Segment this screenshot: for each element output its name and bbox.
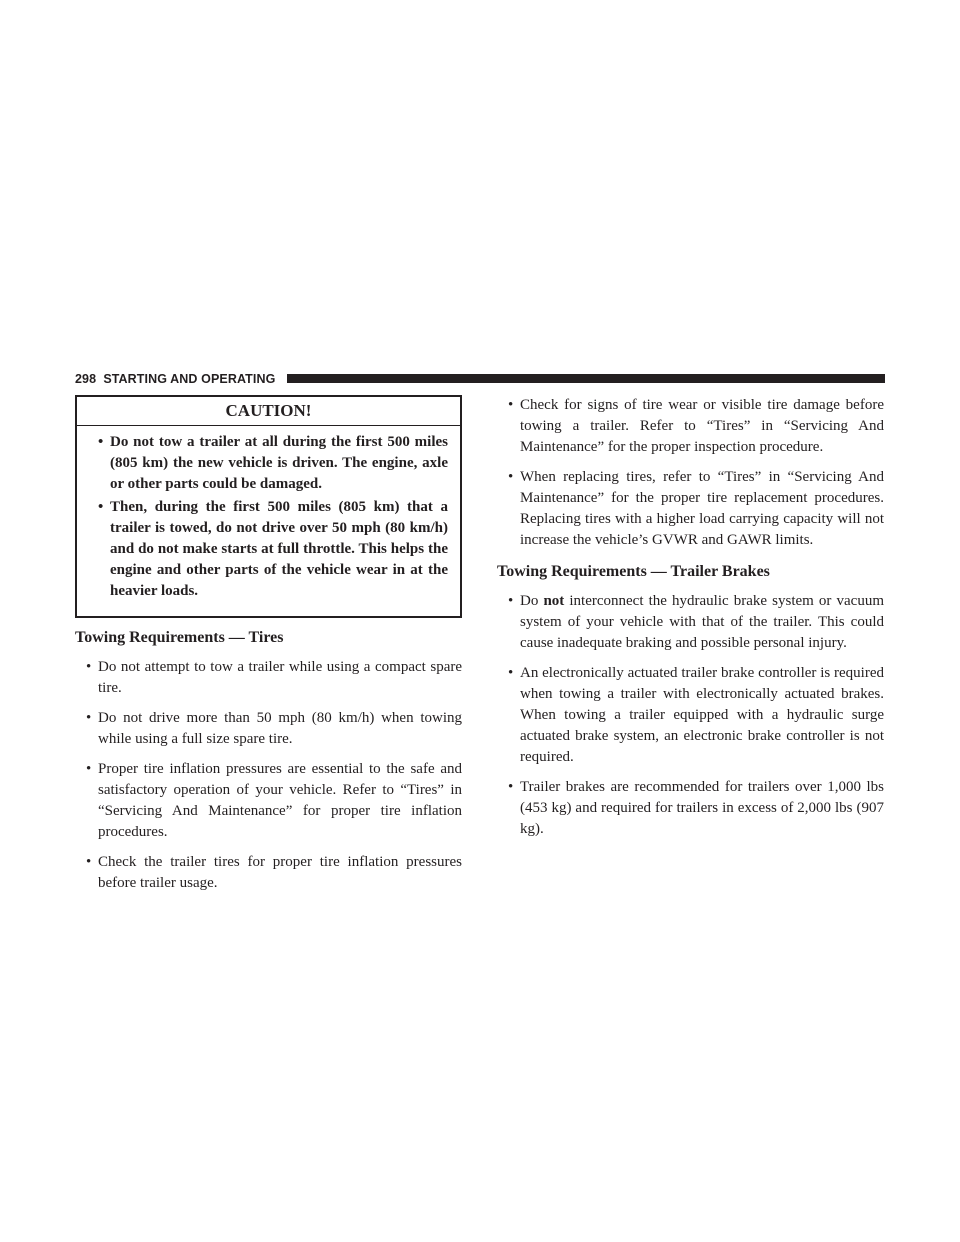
list-item-text: Proper tire inflation pressures are essential to the safe and satisfactory operation of your vehicle. Refer to “Tires” in “Servicing And Maintenance” for proper tire inflation procedures. [98, 761, 462, 840]
caution-item [87, 432, 448, 495]
list-item [75, 708, 462, 750]
list-item-text: Do not attempt to tow a trailer while using a compact spare tire. [98, 659, 462, 696]
header-rule [287, 374, 885, 383]
caution-box [75, 395, 462, 618]
right-column [497, 395, 884, 849]
left-column [75, 395, 462, 903]
section-title: STARTING AND OPERATING [103, 372, 276, 386]
caution-item-text: Then, during the first 500 miles (805 km) that a trailer is towed, do not drive over 50 mph (80 km/h) and do not make starts at full throttle. This helps the engine and other parts of the vehicle wear in at the heavier loads. [110, 499, 448, 599]
bullet-icon: • [508, 665, 514, 681]
list-item [497, 467, 884, 551]
bullet-icon: • [508, 779, 514, 795]
caution-item [87, 497, 448, 602]
bullet-icon: • [86, 854, 92, 870]
list-item [75, 759, 462, 843]
caution-item-text: Do not tow a trailer at all during the first 500 miles (805 km) the new vehicle is driven. The engine, axle or other parts could be damaged. [110, 434, 448, 492]
list-item-text: When replacing tires, refer to “Tires” in “Servicing And Maintenance” for the proper tire replacement procedures. Replacing tires with a higher load carrying capacity will not increase the vehicle’s GVWR and GAWR limits. [520, 469, 884, 548]
list-item-text: Do not drive more than 50 mph (80 km/h) when towing while using a full size spare tire. [98, 710, 462, 747]
list-item [75, 657, 462, 699]
emphasis-text: not [543, 593, 565, 609]
list-item-text: Trailer brakes are recommended for trailers over 1,000 lbs (453 kg) and required for trailers in excess of 2,000 lbs (907 kg). [520, 779, 884, 837]
caution-body [77, 426, 460, 616]
bullet-icon: • [86, 710, 92, 726]
list-item-text: An electronically actuated trailer brake controller is required when towing a trailer with electronically actuated brakes. When towing a trailer equipped with a hydraulic surge actuated brake system, an electronic brake controller is not required. [520, 665, 884, 765]
section-heading-tires: Towing Requirements — Tires [75, 629, 284, 646]
list-item-text: Check the trailer tires for proper tire inflation pressures before trailer usage. [98, 854, 462, 891]
page-number: 298 [75, 372, 97, 386]
list-item-text: Check for signs of tire wear or visible tire damage before towing a trailer. Refer to “Tires” in “Servicing And Maintenance” for the proper inspection procedure. [520, 397, 884, 455]
bullet-icon: • [98, 434, 104, 450]
bullet-icon: • [98, 499, 104, 515]
caution-title: CAUTION! [77, 397, 460, 426]
bullet-icon: • [508, 593, 514, 609]
bullet-icon: • [86, 761, 92, 777]
list-item-text-prefix: Do [520, 593, 544, 609]
bullet-icon: • [86, 659, 92, 675]
list-item [75, 852, 462, 894]
bullet-icon: • [508, 469, 514, 485]
list-item [497, 777, 884, 840]
section-heading-trailer-brakes: Towing Requirements — Trailer Brakes [497, 563, 770, 580]
list-item [497, 663, 884, 768]
page-header [75, 372, 885, 386]
page-header-text [75, 372, 275, 386]
list-item [497, 395, 884, 458]
bullet-icon: • [508, 397, 514, 413]
list-item [497, 591, 884, 654]
list-item-text-suffix: interconnect the hydraulic brake system or vacuum system of your vehicle with that of the trailer. This could cause inadequate braking and possible personal injury. [520, 593, 884, 651]
